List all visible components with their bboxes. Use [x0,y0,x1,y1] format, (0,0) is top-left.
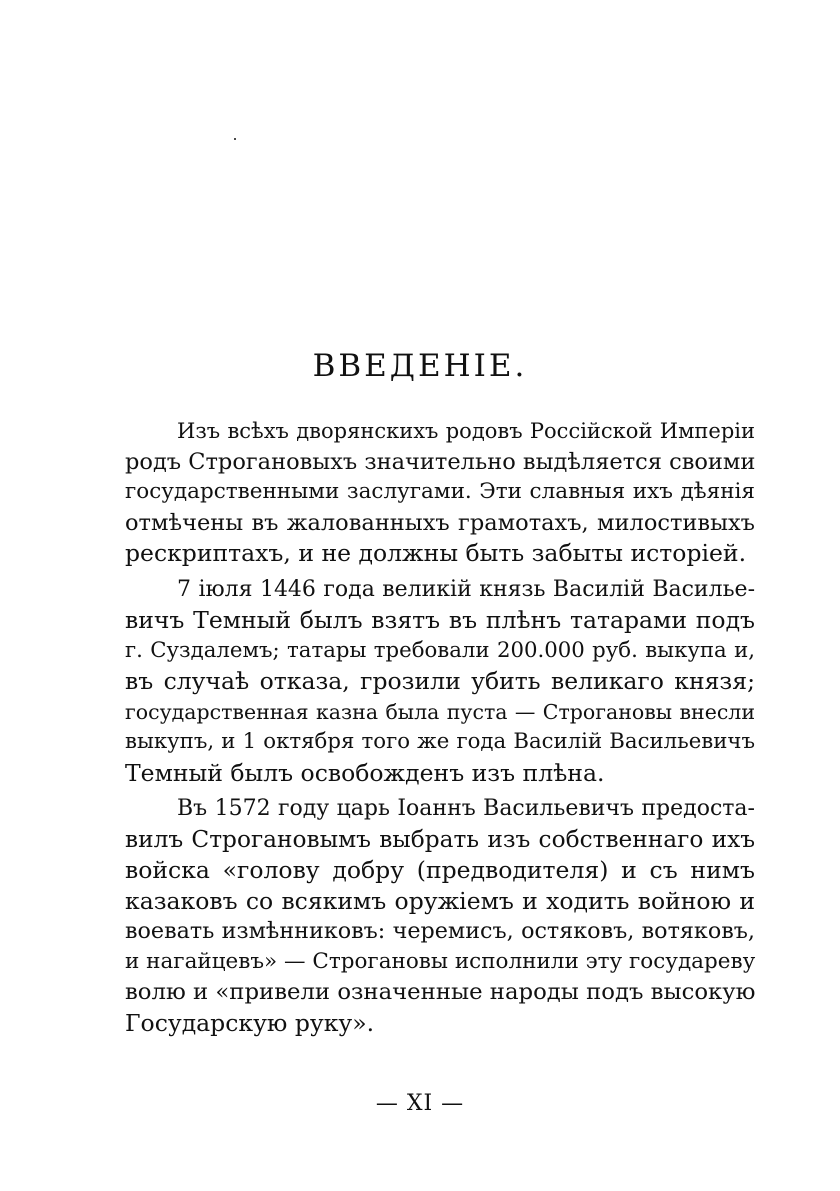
text-line: казаковъ со всякимъ оружіемъ и ходить войною и [125,886,755,915]
text-line: Темный былъ освобожденъ изъ плѣна. [125,758,605,787]
paragraph-2 [125,575,755,789]
paragraph-3 [125,794,755,1038]
text-line: отмѣчены въ жалованныхъ грамотахъ, милостивыхъ [125,509,755,536]
text-line: воевать измѣнниковъ: черемисъ, остяковъ, вотяковъ, [125,918,755,944]
text-line: и нагайцевъ» — Строгановы исполнили эту государеву [125,948,756,974]
body-text [125,416,755,1044]
text-line: государственными заслугами. Эти славныя ихъ дѣянія [125,479,755,504]
text-line: вилъ Строгановымъ выбрать изъ собственнаго ихъ [125,825,755,853]
text-line: г. Суздалемъ; татары требовали 200.000 руб. выкупа и, [125,637,755,663]
paragraph-1 [125,416,755,569]
ink-speck [234,138,236,140]
text-line: волю и «привели означенные народы подъ высокую [125,979,756,1005]
text-line: рескриптахъ, и не должны быть забыты исторіей. [125,539,747,567]
text-line: Въ 1572 году царь Іоаннъ Васильевичъ предоста- [177,796,755,821]
text-line: Государскую руку». [125,1008,375,1037]
text-line: вичъ Темный былъ взятъ въ плѣнъ татарами подъ [125,606,755,634]
text-line: государственная казна была пуста — Строгановы внесли [125,699,755,724]
text-line: 7 іюля 1446 года великій князь Василій Василье- [177,576,755,602]
text-line: въ случаѣ отказа, грозили убить великаго князя; [125,667,755,695]
page-number: — XI — [375,1091,465,1116]
text-line: войска «голову добру (предводителя) и съ нимъ [125,856,755,884]
chapter-heading: ВВЕДЕНІЕ. [312,348,528,384]
text-line: выкупъ, и 1 октября того же года Василій Васильевичъ [125,729,755,754]
text-line: Изъ всѣхъ дворянскихъ родовъ Россійской Имперіи [177,419,755,443]
text-line: родъ Строгановыхъ значительно выдѣляется своими [125,448,756,475]
